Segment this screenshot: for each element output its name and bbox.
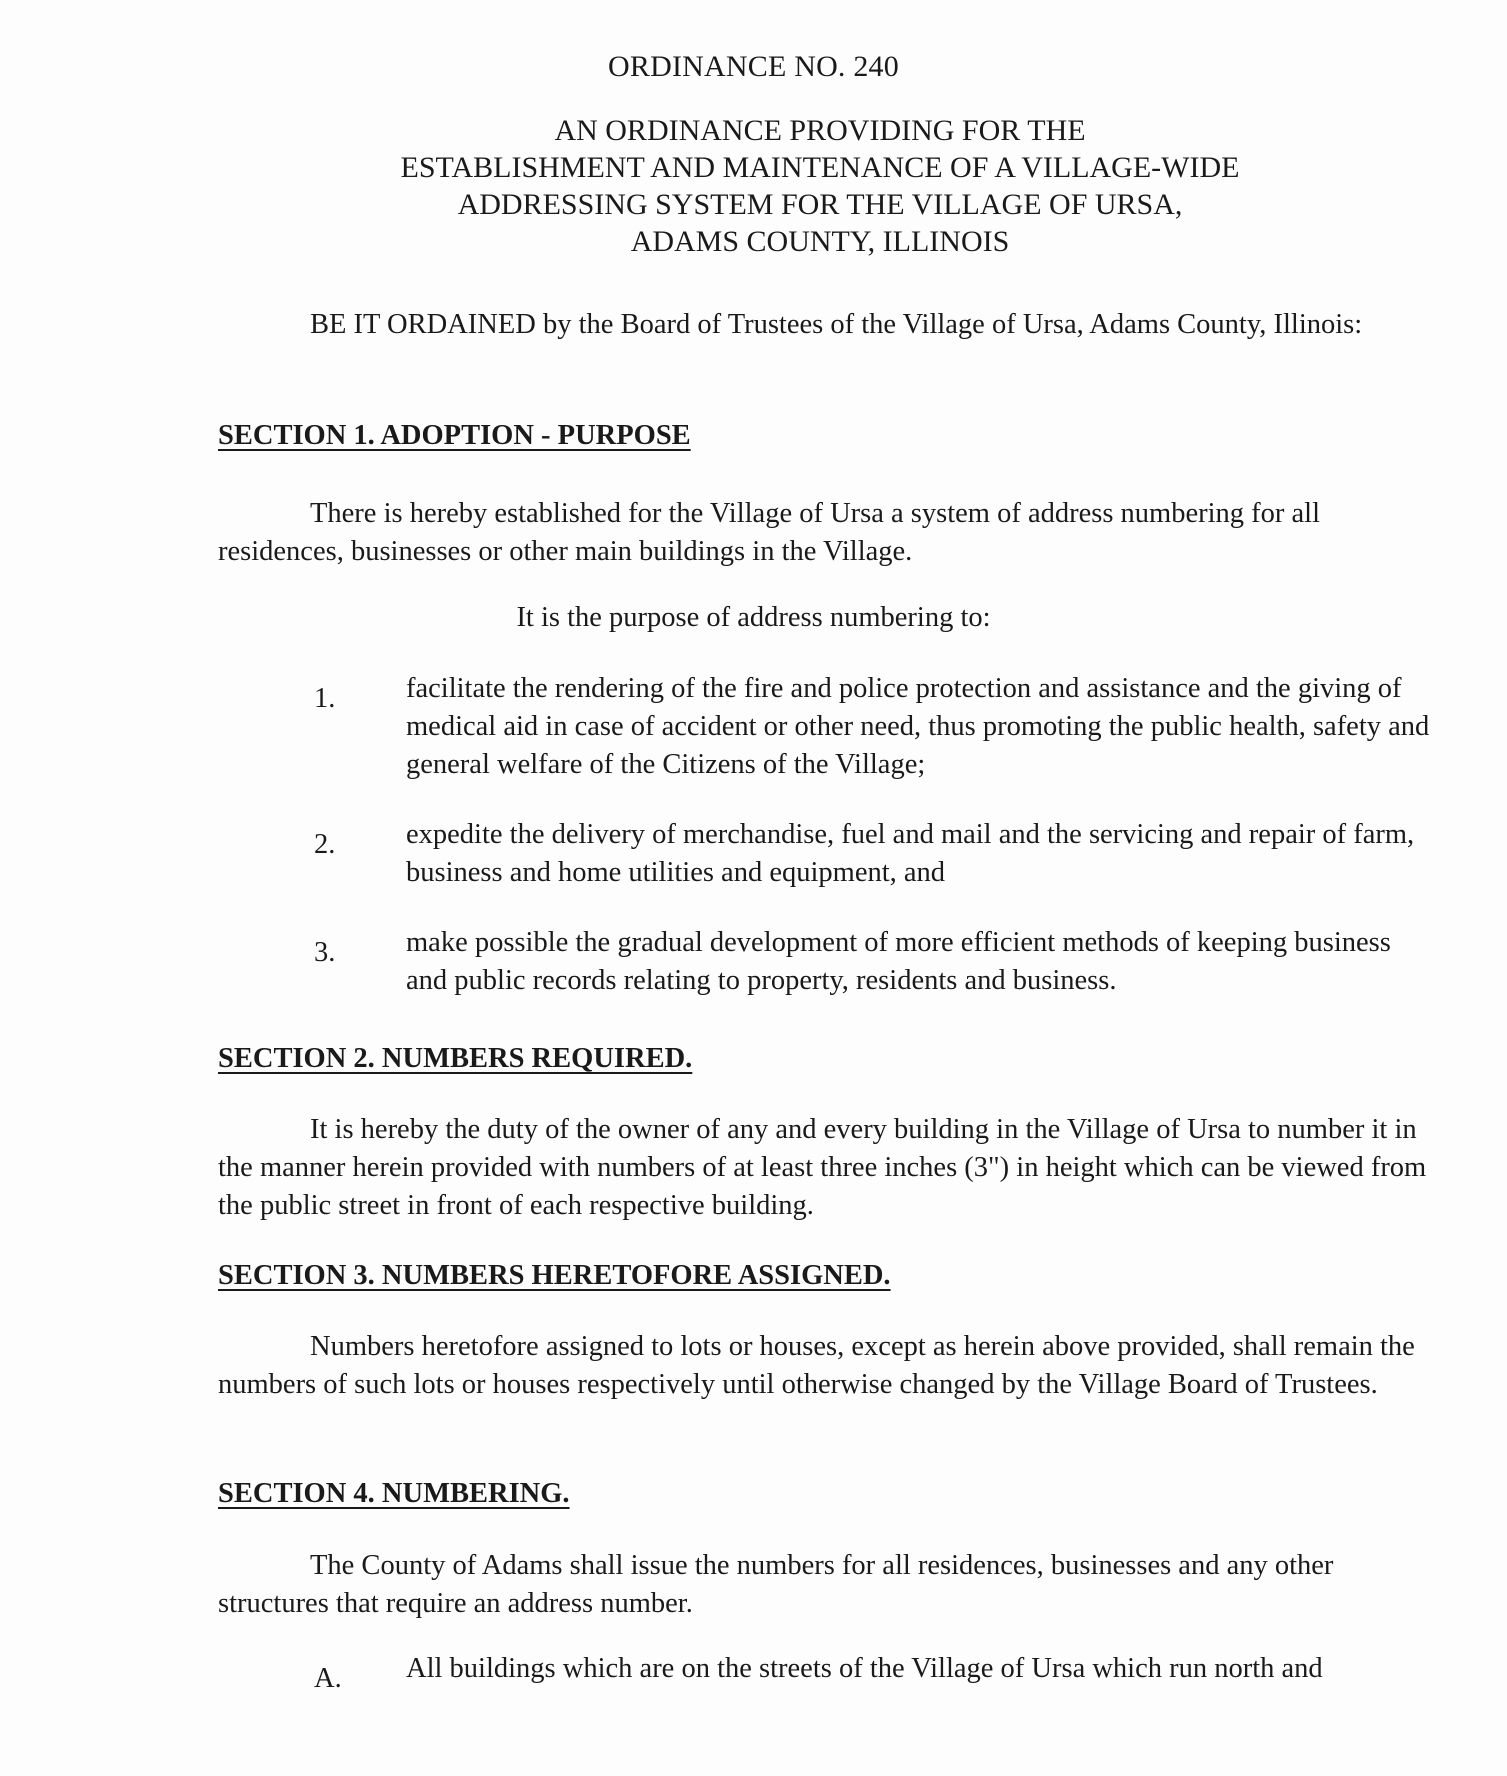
subtitle-line: ESTABLISHMENT AND MAINTENANCE OF A VILLAGE-WIDE	[400, 151, 1240, 184]
section-3-text: Numbers heretofore assigned to lots or houses, except as herein above provided, shall remain the numbers of such lots or houses respectively until otherwise changed by the Village Board of Trustees.	[218, 1331, 1415, 1400]
preamble-text: BE IT ORDAINED by the Board of Trustees of the Village of Ursa, Adams County, Illinois:	[310, 309, 1363, 340]
list-item-number: 1.	[314, 683, 336, 714]
list-item-text: expedite the delivery of merchandise, fuel and mail and the servicing and repair of farm, business and home utilities and equipment, and	[406, 819, 1415, 888]
subtitle-line: ADDRESSING SYSTEM FOR THE VILLAGE OF URSA,	[457, 188, 1183, 221]
section-3-body	[218, 1328, 1428, 1404]
list-item-number: A.	[314, 1663, 342, 1694]
list-item-text: All buildings which are on the streets of the Village of Ursa which run north and	[406, 1653, 1323, 1684]
section-2-body	[218, 1111, 1428, 1225]
section-2-text: It is hereby the duty of the owner of any and every building in the Village of Ursa to number it in the manner herein provided with numbers of at least three inches (3") in height which can be viewed from the public street in front of each respective building.	[218, 1114, 1427, 1221]
section-3-heading: SECTION 3. NUMBERS HERETOFORE ASSIGNED.	[218, 1260, 891, 1291]
ordinance-title: ORDINANCE NO. 240	[608, 50, 899, 83]
section-4-text: The County of Adams shall issue the numbers for all residences, businesses and any other structures that require an address number.	[218, 1550, 1334, 1619]
list-item-number: 3.	[314, 937, 336, 968]
list-item-text: facilitate the rendering of the fire and police protection and assistance and the giving of medical aid in case of accident or other need, thus promoting the public health, safety and general welfare of the Citizens of the Village;	[406, 673, 1430, 780]
section-4-heading: SECTION 4. NUMBERING.	[218, 1478, 570, 1509]
section-1-body	[218, 495, 1428, 571]
list-item-text: make possible the gradual development of more efficient methods of keeping business and public records relating to property, residents and business.	[406, 927, 1391, 996]
section-1-text: There is hereby established for the Village of Ursa a system of address numbering for all residences, businesses or other main buildings in the Village.	[218, 498, 1320, 567]
purpose-intro: It is the purpose of address numbering to:	[516, 602, 991, 633]
section-2-heading: SECTION 2. NUMBERS REQUIRED.	[218, 1043, 693, 1074]
list-item-number: 2.	[314, 829, 336, 860]
section-1-heading: SECTION 1. ADOPTION - PURPOSE	[218, 420, 691, 451]
subtitle-line: ADAMS COUNTY, ILLINOIS	[630, 225, 1010, 258]
subtitle-line: AN ORDINANCE PROVIDING FOR THE	[554, 114, 1086, 147]
ordinance-subtitle	[330, 112, 1310, 260]
preamble-paragraph	[218, 306, 1428, 344]
section-4-body	[218, 1547, 1428, 1623]
